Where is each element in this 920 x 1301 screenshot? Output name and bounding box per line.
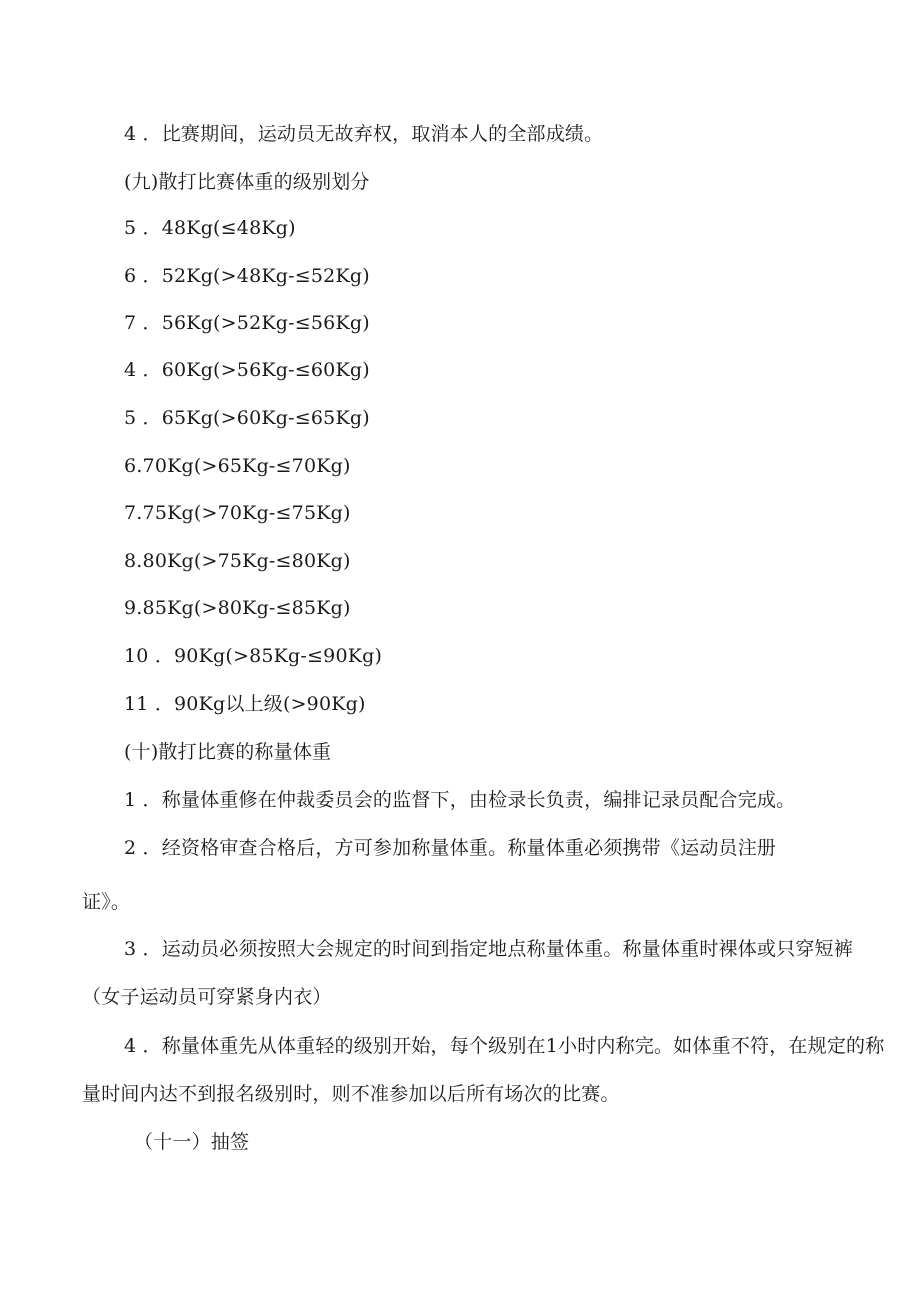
weight-class-item: 5 ．65Kg(>60Kg-≤65Kg) <box>124 407 370 429</box>
weigh-in-rule-4: 4 ．称量体重先从体重轻的级别开始，每个级别在1小时内称完。如体重不符，在规定的称 <box>124 1035 885 1057</box>
section-heading-weigh-in: (十)散打比赛的称量体重 <box>124 741 332 763</box>
weight-class-item: 7.75Kg(>70Kg-≤75Kg) <box>124 502 351 524</box>
weight-class-item: 11 ．90Kg以上级(>90Kg) <box>124 693 366 715</box>
weigh-in-rule-3-continuation: （女子运动员可穿紧身内衣） <box>82 986 332 1008</box>
weight-class-item: 9.85Kg(>80Kg-≤85Kg) <box>124 597 351 619</box>
weigh-in-rule-3: 3 ．运动员必须按照大会规定的时间到指定地点称量体重。称量体重时裸体或只穿短裤 <box>124 938 853 960</box>
weigh-in-rule-1: 1 ．称量体重修在仲裁委员会的监督下，由检录长负责，编排记录员配合完成。 <box>124 789 796 811</box>
weight-class-item: 6 ．52Kg(>48Kg-≤52Kg) <box>124 265 370 287</box>
section-heading-weight-classes: (九)散打比赛体重的级别划分 <box>124 171 370 193</box>
weigh-in-rule-2-continuation: 证》。 <box>82 891 131 913</box>
weight-class-item: 8.80Kg(>75Kg-≤80Kg) <box>124 550 351 572</box>
section-heading-draw: （十一）抽签 <box>134 1131 250 1153</box>
weight-class-item: 4 ．60Kg(>56Kg-≤60Kg) <box>124 359 370 381</box>
weight-class-item: 7 ．56Kg(>52Kg-≤56Kg) <box>124 312 370 334</box>
weigh-in-rule-2: 2 ．经资格审查合格后，方可参加称量体重。称量体重必须携带《运动员注册 <box>124 837 777 859</box>
weight-class-item: 6.70Kg(>65Kg-≤70Kg) <box>124 455 351 477</box>
weigh-in-rule-4-continuation: 量时间内达不到报名级别时，则不准参加以后所有场次的比赛。 <box>82 1083 620 1105</box>
rule-item-forfeit: 4 ．比赛期间，运动员无故弃权，取消本人的全部成绩。 <box>124 123 604 145</box>
weight-class-item: 10 ．90Kg(>85Kg-≤90Kg) <box>124 645 383 667</box>
weight-class-item: 5 ．48Kg(≤48Kg) <box>124 217 296 239</box>
